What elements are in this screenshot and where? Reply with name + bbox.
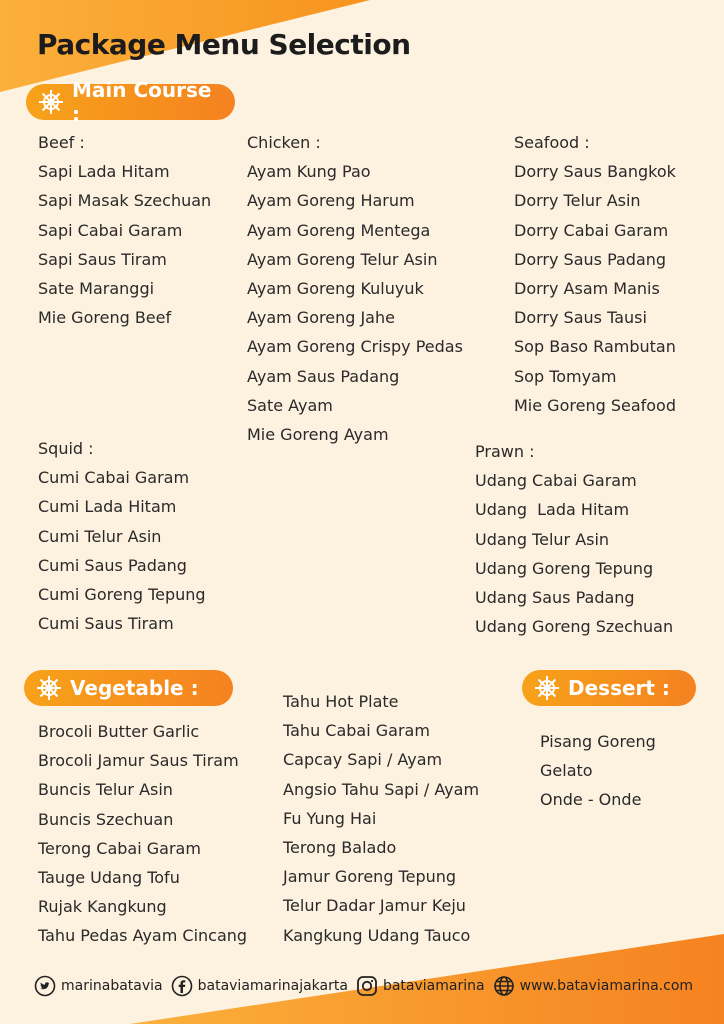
- list-item: Udang Goreng Szechuan: [475, 617, 674, 637]
- list-item: Udang Telur Asin: [475, 529, 610, 549]
- ship-wheel-icon: [534, 675, 560, 701]
- list-item: Tahu Hot Plate: [283, 692, 399, 711]
- website-link[interactable]: [493, 975, 693, 997]
- list-item: Ayam Saus Padang: [247, 366, 400, 386]
- list-item: Dorry Saus Padang: [514, 249, 667, 269]
- instagram-icon: [356, 975, 378, 997]
- twitter-icon: [34, 975, 56, 997]
- list-item: Tahu Cabai Garam: [283, 721, 430, 741]
- list-item: Onde - Onde: [540, 790, 642, 810]
- twitter-link[interactable]: [34, 975, 163, 997]
- list-item: Udang Goreng Tepung: [475, 558, 654, 578]
- list-item: Capcay Sapi / Ayam: [283, 750, 443, 770]
- list-item: Mie Goreng Ayam: [247, 425, 389, 445]
- list-item: Ayam Goreng Crispy Pedas: [247, 337, 463, 357]
- list-item: Jamur Goreng Tepung: [283, 867, 457, 887]
- list-item: Sapi Cabai Garam: [38, 220, 183, 240]
- list-item: Terong Balado: [283, 838, 397, 858]
- list-item: Tauge Udang Tofu: [38, 868, 180, 888]
- list-item: Buncis Telur Asin: [38, 780, 173, 800]
- list-item: Dorry Telur Asin: [514, 191, 641, 211]
- list-item: Brocoli Butter Garlic: [38, 722, 200, 741]
- category-heading: Prawn :: [475, 442, 535, 461]
- list-item: Ayam Goreng Kuluyuk: [247, 279, 424, 299]
- social-footer: [34, 972, 701, 1000]
- prawn-list: [475, 437, 673, 641]
- instagram-handle: bataviamarina: [382, 978, 485, 994]
- list-item: Sop Baso Rambutan: [514, 337, 676, 357]
- list-item: Dorry Asam Manis: [514, 279, 660, 299]
- page-title: Package Menu Selection: [37, 28, 411, 61]
- facebook-handle: bataviamarinajakarta: [197, 978, 348, 994]
- globe-icon: [493, 975, 515, 997]
- facebook-link[interactable]: [171, 975, 348, 997]
- list-item: Ayam Goreng Telur Asin: [247, 249, 438, 269]
- list-item: Brocoli Jamur Saus Tiram: [38, 751, 239, 771]
- list-item: Angsio Tahu Sapi / Ayam: [283, 779, 480, 799]
- list-item: Sop Tomyam: [514, 366, 617, 386]
- list-item: Sapi Saus Tiram: [38, 249, 167, 269]
- list-item: Sapi Masak Szechuan: [38, 191, 212, 211]
- vegetable-list-2: [283, 687, 479, 950]
- section-label: Main Course :: [72, 78, 212, 126]
- facebook-icon: [171, 975, 193, 997]
- list-item: Terong Cabai Garam: [38, 838, 201, 858]
- list-item: Gelato: [540, 761, 593, 781]
- list-item: Mie Goreng Seafood: [514, 395, 676, 415]
- list-item: Udang Lada Hitam: [475, 500, 630, 520]
- list-item: Cumi Telur Asin: [38, 526, 162, 546]
- squid-list: [38, 434, 206, 638]
- category-heading: Seafood :: [514, 133, 590, 152]
- ship-wheel-icon: [38, 89, 64, 115]
- list-item: Ayam Goreng Mentega: [247, 220, 431, 240]
- vegetable-list-1: [38, 717, 247, 951]
- list-item: Udang Saus Padang: [475, 588, 635, 608]
- list-item: Sapi Lada Hitam: [38, 162, 170, 182]
- list-item: Rujak Kangkung: [38, 897, 167, 917]
- section-label: Dessert :: [568, 676, 670, 700]
- list-item: Sate Ayam: [247, 395, 333, 415]
- website-url: www.bataviamarina.com: [519, 978, 694, 994]
- list-item: Pisang Goreng: [540, 732, 656, 751]
- list-item: Tahu Pedas Ayam Cincang: [38, 926, 248, 946]
- list-item: Cumi Saus Tiram: [38, 614, 174, 634]
- list-item: Buncis Szechuan: [38, 809, 174, 829]
- list-item: Kangkung Udang Tauco: [283, 925, 471, 945]
- section-label: Vegetable :: [70, 676, 199, 700]
- list-item: Telur Dadar Jamur Keju: [283, 896, 466, 916]
- category-heading: Chicken :: [247, 133, 321, 152]
- ship-wheel-icon: [36, 675, 62, 701]
- category-heading: Beef :: [38, 133, 85, 152]
- section-main-course: [26, 78, 235, 126]
- list-item: Cumi Cabai Garam: [38, 468, 190, 488]
- instagram-link[interactable]: [356, 975, 485, 997]
- category-heading: Squid :: [38, 439, 94, 458]
- section-dessert: [522, 670, 696, 706]
- list-item: Ayam Goreng Harum: [247, 191, 415, 211]
- list-item: Cumi Saus Padang: [38, 555, 187, 575]
- dessert-list: [540, 727, 656, 815]
- seafood-list: [514, 128, 676, 420]
- beef-list: [38, 128, 211, 332]
- list-item: Ayam Kung Pao: [247, 162, 371, 182]
- chicken-list: [247, 128, 463, 449]
- list-item: Ayam Goreng Jahe: [247, 308, 395, 328]
- section-vegetable: [24, 670, 233, 706]
- list-item: Dorry Saus Tausi: [514, 308, 647, 328]
- list-item: Cumi Goreng Tepung: [38, 585, 206, 605]
- list-item: Dorry Saus Bangkok: [514, 162, 676, 182]
- list-item: Dorry Cabai Garam: [514, 220, 669, 240]
- list-item: Cumi Lada Hitam: [38, 497, 177, 517]
- list-item: Fu Yung Hai: [283, 808, 377, 828]
- list-item: Sate Maranggi: [38, 279, 155, 299]
- list-item: Udang Cabai Garam: [475, 471, 637, 491]
- twitter-handle: marinabatavia: [61, 978, 163, 994]
- list-item: Mie Goreng Beef: [38, 308, 172, 328]
